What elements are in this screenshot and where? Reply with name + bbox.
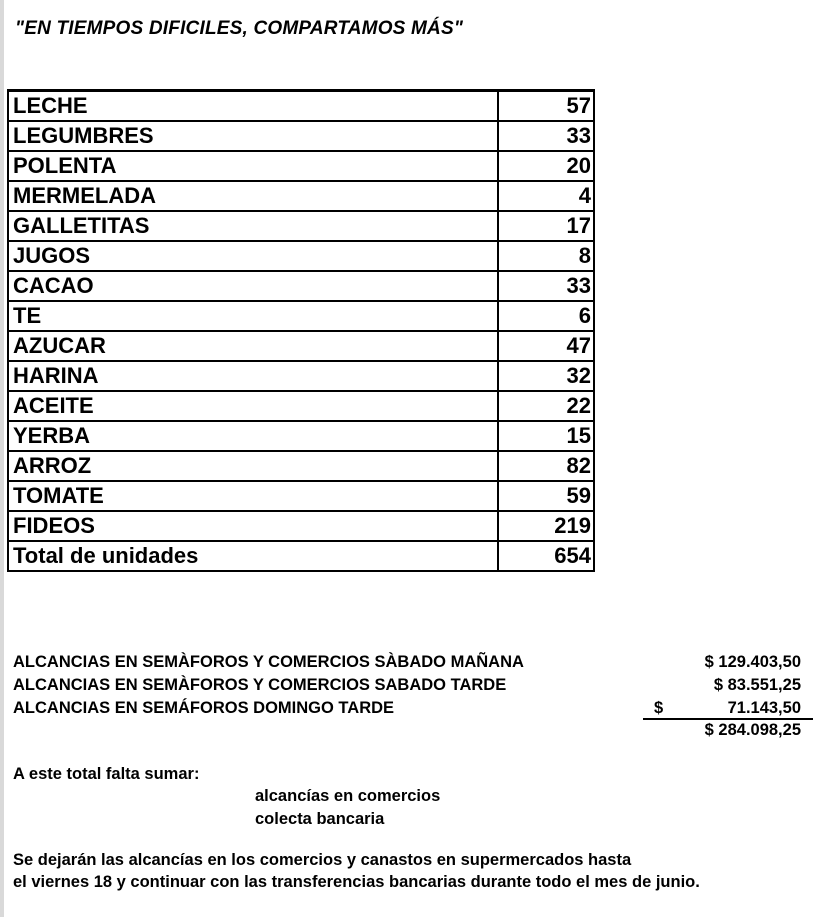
item-name: YERBA <box>8 421 498 451</box>
item-quantity: 59 <box>498 481 594 511</box>
item-quantity: 219 <box>498 511 594 541</box>
table-row <box>8 421 594 451</box>
item-name: GALLETITAS <box>8 211 498 241</box>
collection-amount: $ 83.551,25 <box>713 676 801 694</box>
item-quantity: 20 <box>498 151 594 181</box>
item-quantity: 33 <box>498 121 594 151</box>
table-row <box>8 211 594 241</box>
table-row <box>8 241 594 271</box>
page-title: "EN TIEMPOS DIFICILES, COMPARTAMOS MÁS" <box>15 18 464 39</box>
collection-currency: $ <box>654 699 664 717</box>
pending-item: alcancías en comercios <box>255 787 441 805</box>
item-name: CACAO <box>8 271 498 301</box>
table-row <box>8 271 594 301</box>
pending-item: colecta bancaria <box>255 810 385 828</box>
item-name: MERMELADA <box>8 181 498 211</box>
item-quantity: 32 <box>498 361 594 391</box>
item-name: Total de unidades <box>8 541 498 571</box>
collections-total: $ 284.098,25 <box>704 721 801 739</box>
table-row <box>8 361 594 391</box>
donations-table <box>7 89 595 572</box>
item-quantity: 6 <box>498 301 594 331</box>
table-row <box>8 391 594 421</box>
total-row <box>8 541 594 571</box>
table-row <box>8 181 594 211</box>
table-row <box>8 151 594 181</box>
item-quantity: 17 <box>498 211 594 241</box>
item-name: ARROZ <box>8 451 498 481</box>
item-name: AZUCAR <box>8 331 498 361</box>
item-quantity: 33 <box>498 271 594 301</box>
sheet-left-edge <box>0 0 4 917</box>
item-name: POLENTA <box>8 151 498 181</box>
sum-line <box>643 718 813 720</box>
footer-line: el viernes 18 y continuar con las transferencias bancarias durante todo el mes de junio. <box>13 873 700 891</box>
collection-label: ALCANCIAS EN SEMÀFOROS Y COMERCIOS SÀBADO MAÑANA <box>13 653 524 671</box>
table-row <box>8 451 594 481</box>
collections-section <box>13 651 813 739</box>
item-quantity: 654 <box>498 541 594 571</box>
item-name: ACEITE <box>8 391 498 421</box>
collection-label: ALCANCIAS EN SEMÀFOROS Y COMERCIOS SABADO TARDE <box>13 676 507 694</box>
collection-row <box>13 651 813 674</box>
collection-label: ALCANCIAS EN SEMÁFOROS DOMINGO TARDE <box>13 699 395 717</box>
item-name: HARINA <box>8 361 498 391</box>
item-name: LECHE <box>8 91 498 122</box>
item-name: TOMATE <box>8 481 498 511</box>
table-row <box>8 121 594 151</box>
item-quantity: 8 <box>498 241 594 271</box>
item-name: FIDEOS <box>8 511 498 541</box>
item-quantity: 47 <box>498 331 594 361</box>
item-quantity: 22 <box>498 391 594 421</box>
table-row <box>8 511 594 541</box>
item-quantity: 57 <box>498 91 594 122</box>
table-row <box>8 331 594 361</box>
item-quantity: 82 <box>498 451 594 481</box>
item-quantity: 4 <box>498 181 594 211</box>
collection-row <box>13 697 813 720</box>
item-name: TE <box>8 301 498 331</box>
footer-line: Se dejarán las alcancías en los comercios y canastos en supermercados hasta <box>13 851 632 869</box>
collection-amount: 71.143,50 <box>727 699 801 717</box>
item-name: LEGUMBRES <box>8 121 498 151</box>
table-row <box>8 301 594 331</box>
table-row <box>8 91 594 122</box>
collection-amount: $ 129.403,50 <box>704 653 801 671</box>
pending-heading: A este total falta sumar: <box>13 765 200 783</box>
item-quantity: 15 <box>498 421 594 451</box>
collection-row <box>13 674 813 697</box>
item-name: JUGOS <box>8 241 498 271</box>
table-row <box>8 481 594 511</box>
